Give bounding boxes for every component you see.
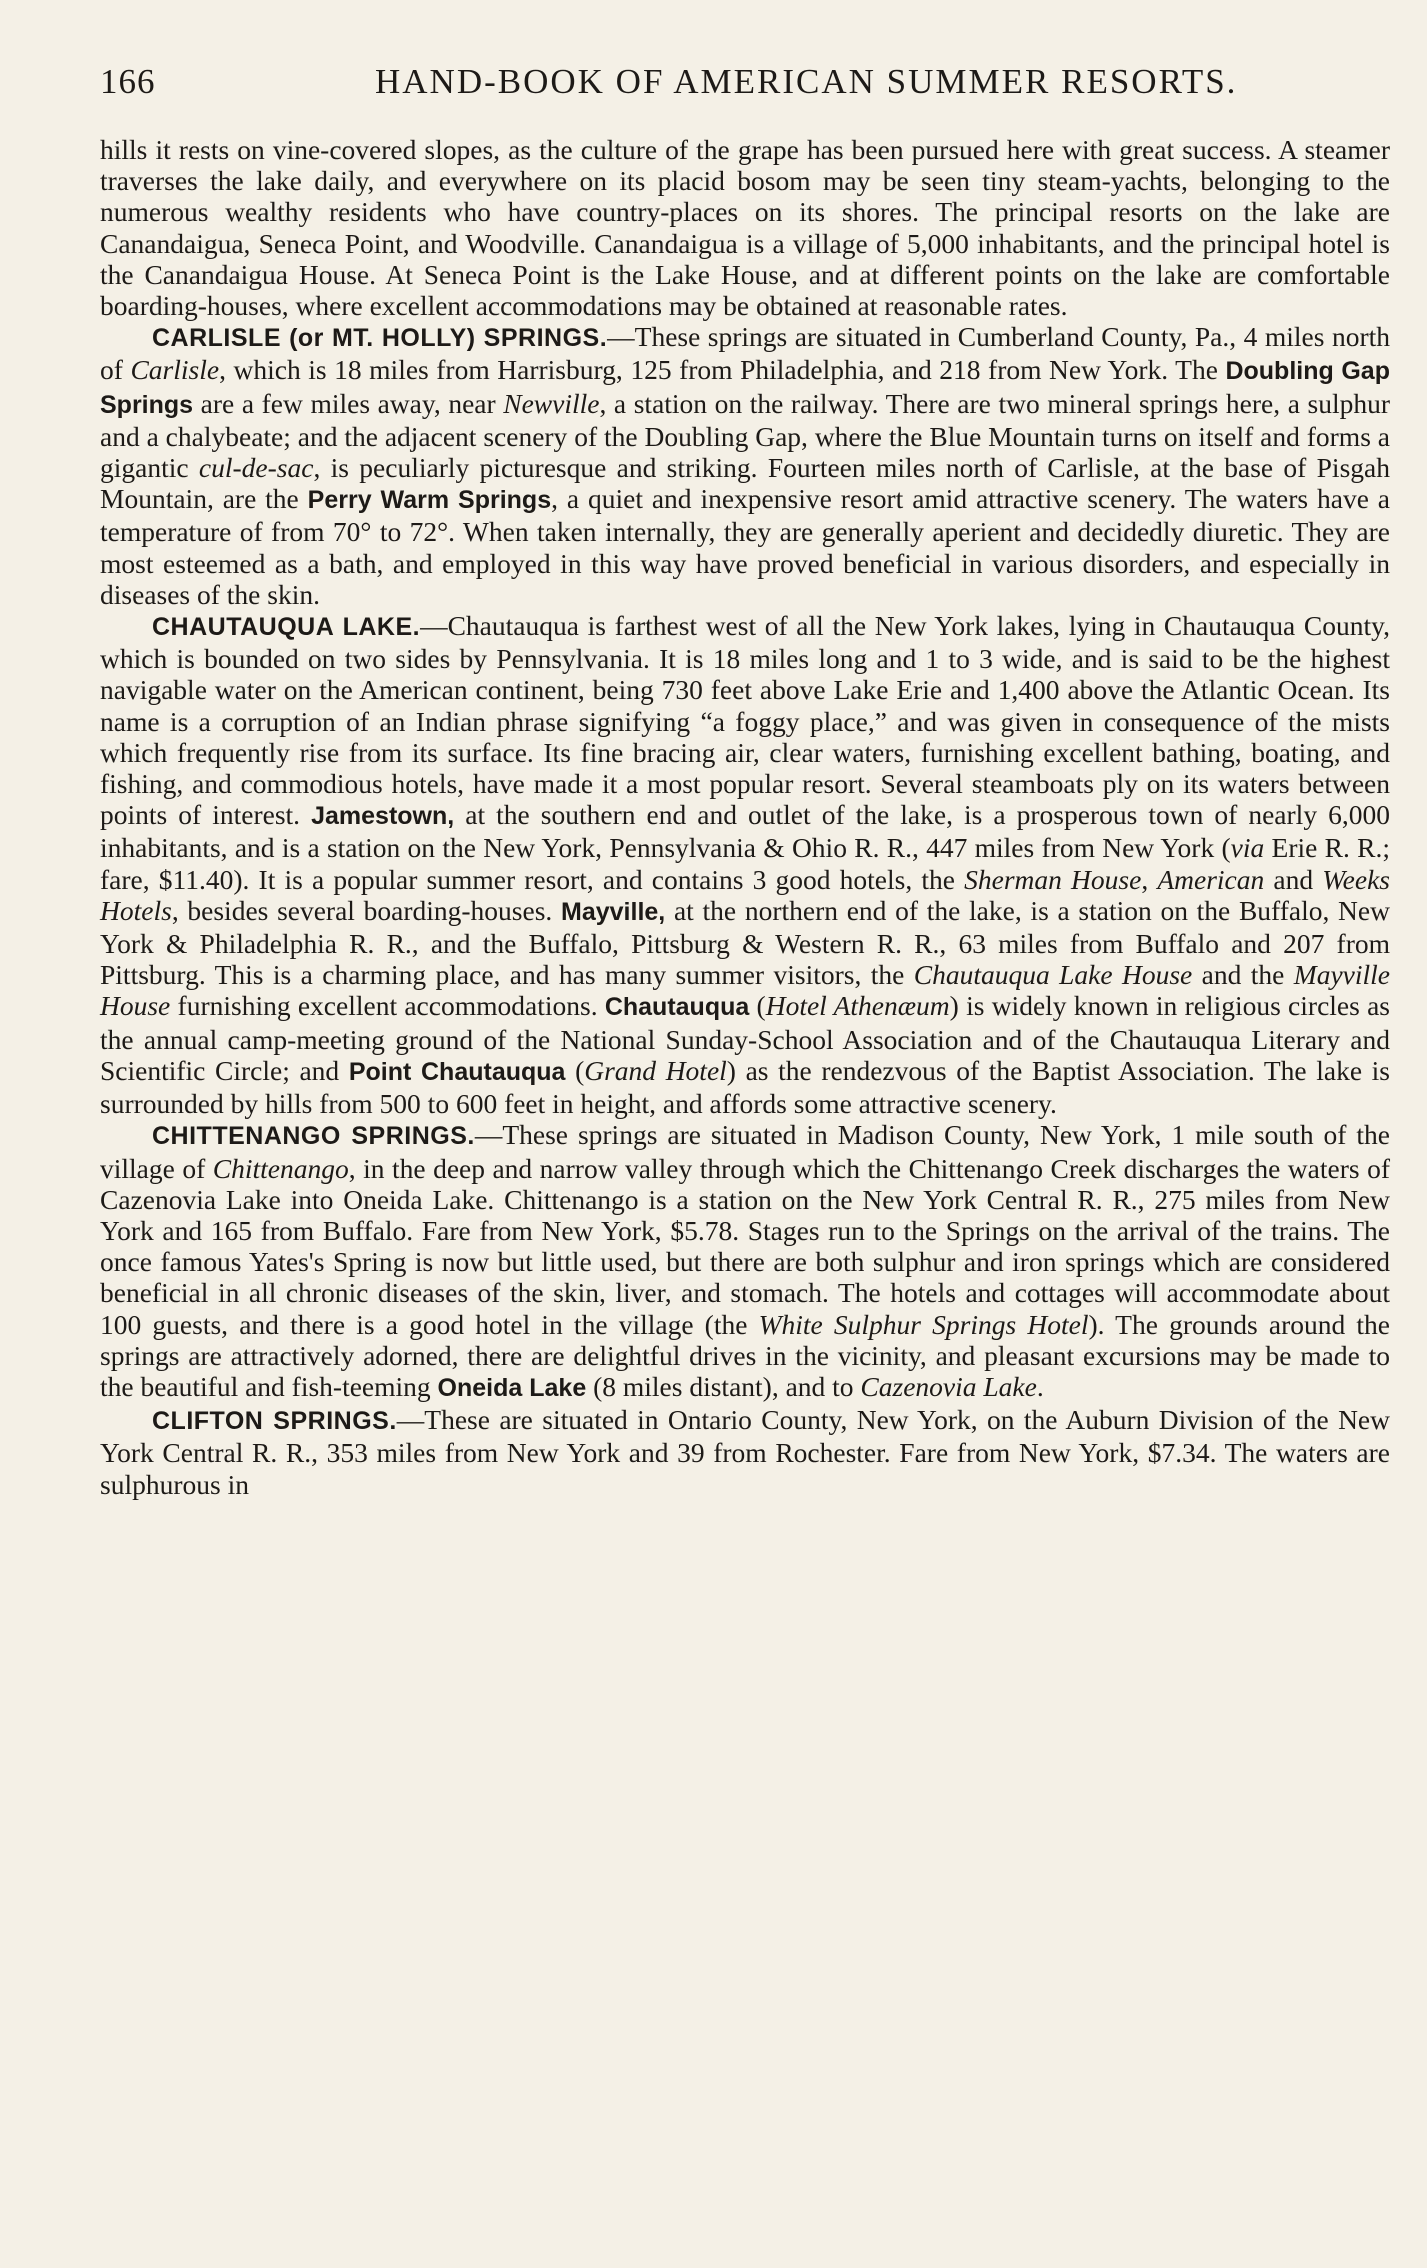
entry-text: furnishing excellent accommodations.: [170, 990, 605, 1022]
entry-text: —Chautauqua is farthest west of all the New York lakes, lying in Chautauqua County, which is bounded on two sides by Pennsylvania. It is 18 miles long and 1 to 3 wide, and is said to be the highest navigable water on the American continent, being 730 feet above Lake Erie and 1,400 above the Atlantic Ocean. Its name is a corruption of an Indian phrase signifying “a foggy place,” and was given in consequence of the mists which frequently rise from its surface. Its fine bracing air, clear waters, furnishing excellent bathing, boating, and fishing, and commodious hotels, have made it a most popular resort. Several steamboats ply on its waters between points of interest.: [100, 610, 1390, 831]
entry-text: ) is widely known in religious circles as the annual camp-meeting ground of the National Sunday-School Association and of the Chautauqua Literary and Scientific Circle; and: [100, 990, 1390, 1086]
hotel-name: White Sulphur Springs Hotel: [758, 1308, 1089, 1340]
entry-chittenango-springs: [100, 1119, 1390, 1404]
italic-term: via: [1230, 832, 1265, 864]
hotel-name: American: [1157, 863, 1265, 895]
entry-chautauqua-lake: [100, 610, 1390, 1119]
place-name-bold: Point Chautauqua: [348, 1057, 566, 1086]
entry-text: , a station on the railway. There are two mineral springs here, a sulphur and a chalybeate; and the adjacent scenery of the Doubling Gap, where the Blue Mountain turns on itself and forms a gigantic: [100, 387, 1390, 484]
entry-text: and the: [1192, 959, 1294, 991]
place-name-bold: Perry Warm Springs: [307, 486, 552, 515]
entry-text: at the southern end and outlet of the lake, is a prosperous town of nearly 6,000 inhabitants, and is a station on the New York, Pennsylvania & Ohio R. R., 447 miles from New York (: [100, 799, 1390, 864]
place-name: Cazenovia Lake: [860, 1370, 1037, 1402]
entry-text: , a quiet and inexpensive resort amid attractive scenery. The waters have a temperature of from 70° to 72°. When taken internally, they are generally aperient and decidedly diuretic. They are most esteemed as a bath, and employed in this way have proved beneficial in various disorders, and especially in diseases of the skin.: [100, 483, 1391, 610]
place-name-bold: Doubling Gap Springs: [100, 357, 1390, 419]
entry-text: ). The grounds around the springs are attractively adorned, there are delightful drives in the vicinity, and pleasant excursions may be made to the beautiful and fish-teeming: [100, 1308, 1390, 1402]
entry-text: , which is 18 miles from Harrisburg, 125 from Philadelphia, and 218 from New York. The: [219, 354, 1226, 386]
place-name-bold: Chautauqua: [604, 993, 750, 1022]
entry-text: ,: [1141, 863, 1158, 895]
place-name: Newville: [503, 387, 600, 419]
body-text: [100, 134, 1390, 1500]
entry-text: , besides several boarding-houses.: [171, 894, 562, 926]
entry-text: —These springs are situated in Madison County, New York, 1 mile south of the village of: [100, 1119, 1390, 1184]
hotel-name: Mayville House: [100, 959, 1390, 1022]
entry-text: at the northern end of the lake, is a station on the Buffalo, New York & Philadelphia R. R., and the Buffalo, Pittsburg & Western R. R., 63 miles from Buffalo and 207 from Pittsburg. This is a charming place, and has many summer visitors, the: [100, 894, 1390, 991]
entry-text: (: [565, 1054, 585, 1086]
place-name-bold: Oneida Lake: [437, 1373, 587, 1402]
place-name: Chittenango: [212, 1152, 349, 1184]
place-name-bold: Mayville,: [561, 897, 666, 926]
page-header: [100, 62, 1390, 122]
hotel-name: Grand Hotel: [584, 1054, 727, 1086]
entry-heading: CARLISLE (or MT. HOLLY) SPRINGS.: [152, 324, 608, 353]
entry-clifton-springs: [100, 1404, 1390, 1500]
intro-paragraph: [100, 134, 1390, 321]
entry-text: —These springs are situated in Cumberland County, Pa., 4 miles north of: [100, 321, 1390, 386]
foreign-term: cul-de-sac: [198, 452, 314, 484]
entry-heading: CLIFTON SPRINGS.: [152, 1407, 397, 1436]
entry-text: (: [749, 990, 766, 1022]
entry-carlisle-springs: [100, 321, 1390, 610]
entry-text: Erie R. R.; fare, $11.40). It is a popular summer resort, and contains 3 good hotels, the: [100, 832, 1390, 895]
entry-text: are a few miles away, near: [193, 387, 504, 419]
entry-heading: CHAUTAUQUA LAKE.: [152, 613, 421, 642]
hotel-name: Chautauqua Lake House: [913, 959, 1193, 991]
entry-text: (8 miles distant), and to: [586, 1370, 861, 1402]
hotel-name: Weeks Hotels: [100, 863, 1390, 926]
entry-text: and: [1264, 863, 1323, 895]
hotel-name: Hotel Athenæum: [765, 990, 950, 1022]
hotel-name: Sherman House: [964, 863, 1142, 895]
entry-text: ) as the rendezvous of the Baptist Association. The lake is surrounded by hills from 500 to 600 feet in height, and affords some attractive scenery.: [100, 1054, 1390, 1120]
entry-heading: CHITTENANGO SPRINGS.: [152, 1122, 475, 1151]
place-name: Carlisle: [130, 354, 220, 386]
page-number: 166: [100, 62, 156, 101]
running-title: HAND-BOOK OF AMERICAN SUMMER RESORTS.: [375, 62, 1238, 101]
entry-text: , in the deep and narrow valley through which the Chittenango Creek discharges the waters of Cazenovia Lake into Oneida Lake. Chittenango is a station on the New York Central R. R., 275 miles from New York and 165 from Buffalo. Fare from New York, $5.78. Stages run to the Springs on the arrival of the trains. The once famous Yates's Spring is now but little used, but there are both sulphur and iron springs which are considered beneficial in all chronic diseases of the skin, liver, and stomach. The hotels and cottages will accommodate about 100 guests, and there is a good hotel in the village (the: [100, 1152, 1390, 1340]
entry-text: , is peculiarly picturesque and striking. Fourteen miles north of Carlisle, at the base of Pisgah Mountain, are the: [100, 452, 1390, 515]
place-name-bold: Jamestown,: [311, 802, 455, 831]
entry-text: —These are situated in Ontario County, New York, on the Auburn Division of the New York Central R. R., 353 miles from New York and 39 from Rochester. Fare from New York, $7.34. The waters are sulphurous in: [100, 1404, 1390, 1500]
entry-text: .: [1036, 1370, 1044, 1402]
intro-text: hills it rests on vine-covered slopes, as the culture of the grape has been pursued here with great success. A steamer traverses the lake daily, and everywhere on its placid bosom may be seen tiny steam-yachts, belonging to the numerous wealthy residents who have country-places on its shores. The principal resorts on the lake are Canandaigua, Seneca Point, and Woodville. Canandaigua is a village of 5,000 inhabitants, and the principal hotel is the Canandaigua House. At Seneca Point is the Lake House, and at different points on the lake are comfortable boarding-houses, where excellent accommodations may be obtained at reasonable rates.: [100, 134, 1390, 322]
